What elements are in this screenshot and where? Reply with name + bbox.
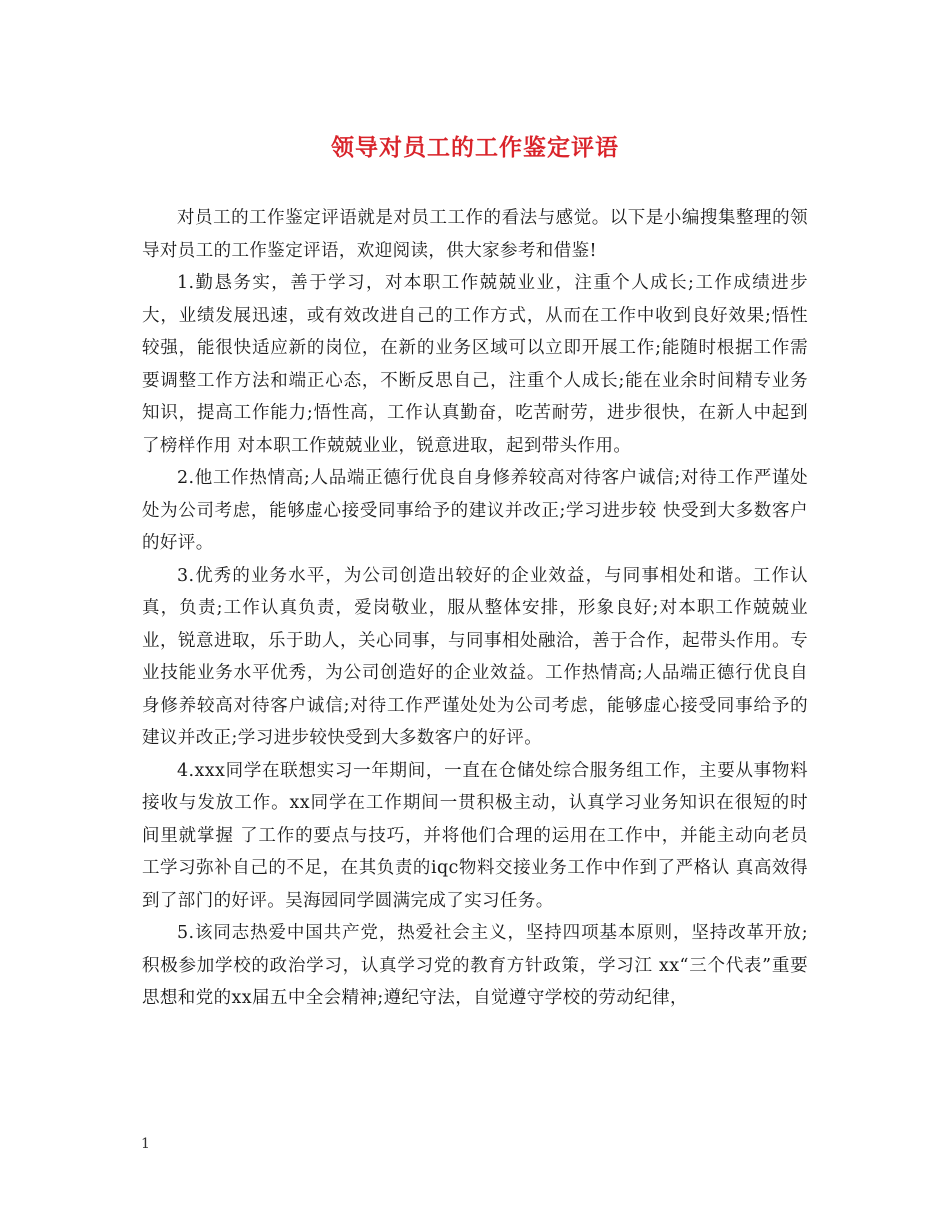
paragraph-item-5: 5.该同志热爱中国共产党，热爱社会主义，坚持四项基本原则，坚持改革开放;积极参加学校的政治学习，认真学习党的教育方针政策，学习江 xx“三个代表”重要思想和党的xx届五中全会精神;遵纪守法，自觉遵守学校的劳动纪律， bbox=[142, 923, 808, 1008]
document-title: 领导对员工的工作鉴定评语 bbox=[331, 134, 619, 161]
paragraph-item-2: 2.他工作热情高;人品端正德行优良自身修养较高对待客户诚信;对待工作严谨处处为公司考虑，能够虚心接受同事给予的建议并改正;学习进步较 快受到大多数客户的好评。 bbox=[142, 468, 808, 553]
page-number: 1 bbox=[141, 1136, 150, 1152]
paragraph-item-4: 4.xxx同学在联想实习一年期间，一直在仓储处综合服务组工作，主要从事物料接收与发放工作。xx同学在工作期间一贯积极主动，认真学习业务知识在很短的时 间里就掌握 了工作的要点与技巧，并将他们合理的运用在工作中，并能主动向老员工学习弥补自己的不足，在其负责的iqc物料交接业务工作中作到了严格认 真高效得到了部门的好评。吴海园同学圆满完成了实习任务。 bbox=[142, 760, 808, 911]
paragraph-intro: 对员工的工作鉴定评语就是对员工工作的看法与感觉。以下是小编搜集整理的领导对员工的工作鉴定评语，欢迎阅读，供大家参考和借鉴! bbox=[142, 208, 808, 261]
paragraph-item-1: 1.勤恳务实，善于学习，对本职工作兢兢业业，注重个人成长;工作成绩进步大，业绩发展迅速，或有效改进自己的工作方式，从而在工作中收到良好效果;悟性较强，能很快适应新的岗位，在新的业务区域可以立即开展工作;能随时根据工作需要调整工作方法和端正心态，不断反思自己，注重个人成长;能在业余时间精专业务知识，提高工作能力;悟性高，工作认真勤奋，吃苦耐劳，进步很快，在新人中起到了榜样作用 对本职工作兢兢业业，锐意进取，起到带头作用。 bbox=[142, 273, 808, 456]
document-body bbox=[142, 202, 808, 1015]
paragraph-item-3: 3.优秀的业务水平，为公司创造出较好的企业效益，与同事相处和谐。工作认真，负责;工作认真负责，爱岗敬业，服从整体安排，形象良好;对本职工作兢兢业业，锐意进取，乐于助人，关心同事，与同事相处融洽，善于合作，起带头作用。专业技能业务水平优秀，为公司创造好的企业效益。工作热情高;人品端正德行优良自身修养较高对待客户诚信;对待工作严谨处处为公司考虑，能够虚心接受同事给予的建议并改正;学习进步较快受到大多数客户的好评。 bbox=[142, 565, 808, 748]
